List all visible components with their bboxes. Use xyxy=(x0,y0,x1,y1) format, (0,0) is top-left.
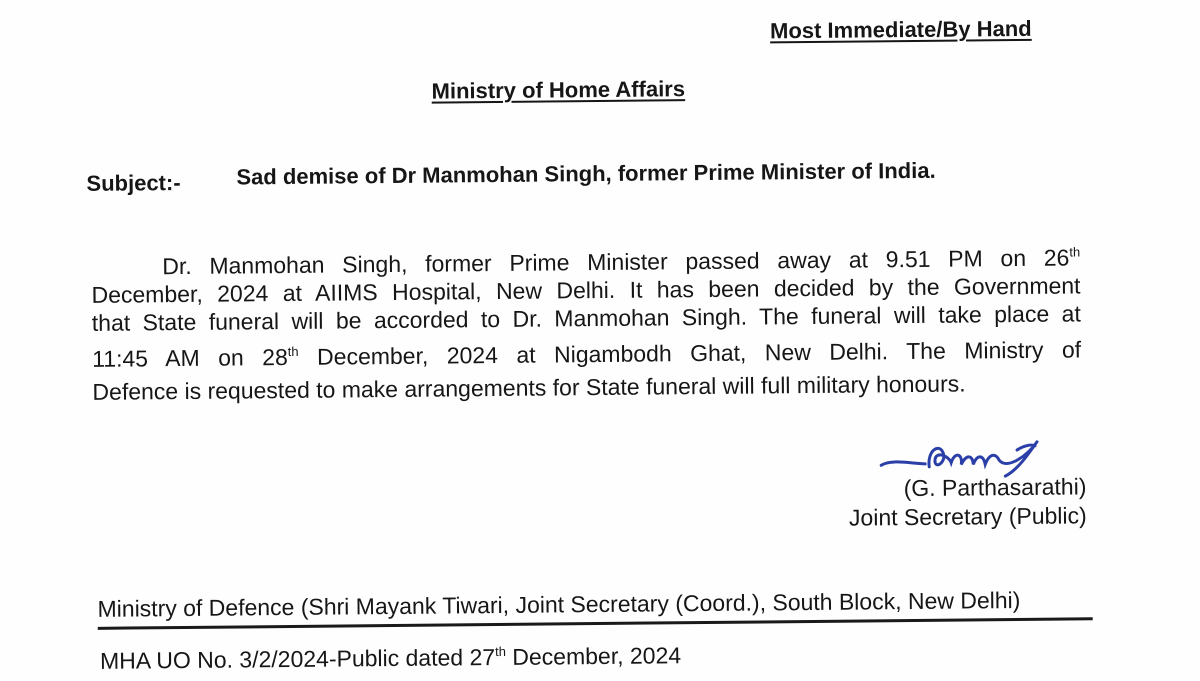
signatory-name: (G. Parthasarathi) xyxy=(903,473,1087,502)
body-line: 11:45 AM on 28th December, 2024 at Nigambodh Ghat, New Delhi. The Ministry of xyxy=(92,336,1082,372)
body-line: that State funeral will be accorded to Dr. Manmohan Singh. The funeral will take place at xyxy=(91,300,1081,336)
body-line: Defence is requested to make arrangements for State funeral will full military honours. xyxy=(92,370,966,405)
ministry-heading: Ministry of Home Affairs xyxy=(431,76,686,104)
reference-line: MHA UO No. 3/2/2024-Public dated 27th December, 2024 xyxy=(99,642,682,674)
recipient-line: Ministry of Defence (Shri Mayank Tiwari, Joint Secretary (Coord.), South Block, New Delhi) xyxy=(97,586,1021,622)
subject-label: Subject:- xyxy=(86,170,181,196)
subject-text: Sad demise of Dr Manmohan Singh, former Prime Minister of India. xyxy=(236,157,936,190)
signatory-designation: Joint Secretary (Public) xyxy=(848,502,1087,531)
body-line: December, 2024 at AIIMS Hospital, New Delhi. It has been decided by the Government xyxy=(91,272,1081,308)
priority-label: Most Immediate/By Hand xyxy=(769,15,1032,44)
body-line: Dr. Manmohan Singh, former Prime Minister passed away at 9.51 PM on 26th xyxy=(162,244,1081,280)
